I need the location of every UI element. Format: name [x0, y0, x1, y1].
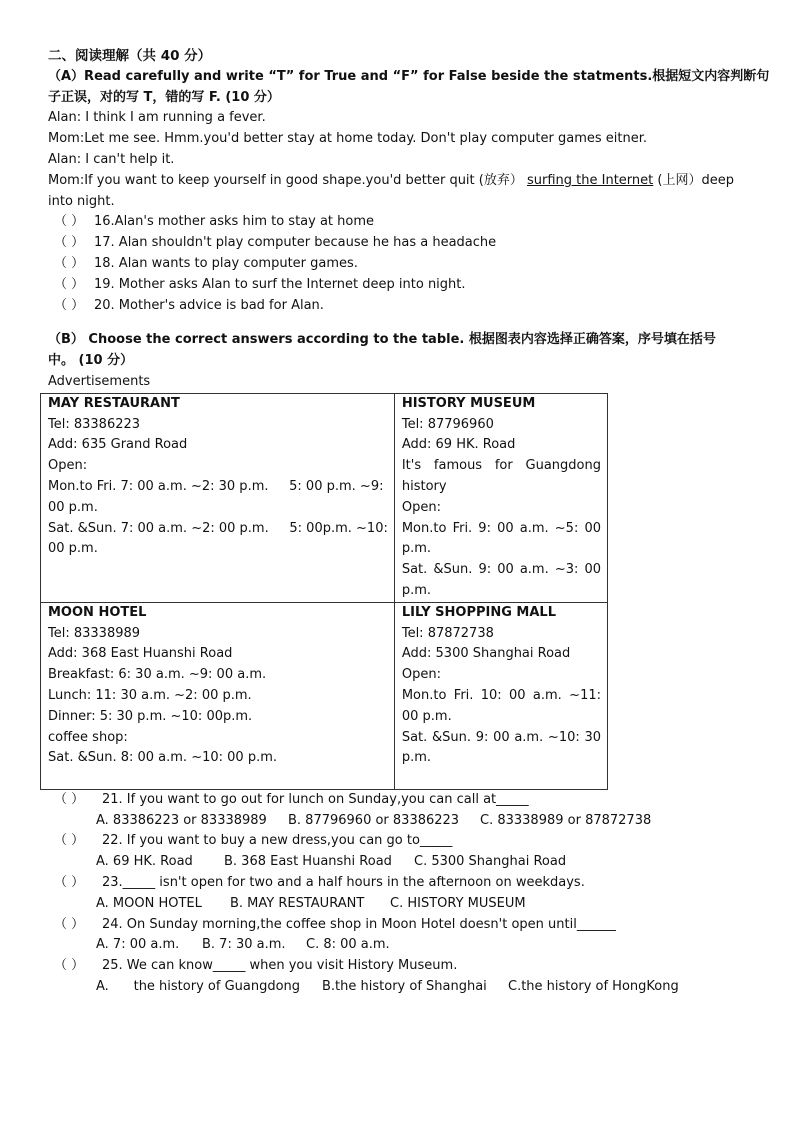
- ad-tel: Tel: 83338989: [48, 625, 141, 641]
- ad-open-label: Open:: [48, 458, 88, 474]
- answer-blank[interactable]: （ ）: [54, 791, 85, 807]
- ad-coffee-label: coffee shop:: [48, 729, 128, 745]
- ad-hours: Dinner: 5: 30 p.m. ~10: 00p.m.: [48, 708, 253, 724]
- ad-hours: Sat. &Sun. 9: 00 a.m. ~3: 00 p.m.: [401, 562, 601, 598]
- ad-address: Add: 5300 Shanghai Road: [401, 646, 571, 662]
- question-stem: 21. If you want to go out for lunch on Sunday,you can call at_____: [102, 791, 529, 807]
- question-text: 17. Alan shouldn't play computer because he has a headache: [94, 235, 497, 251]
- ad-tel: Tel: 83386223: [48, 416, 141, 432]
- ad-description: It's famous for Guangdong history: [401, 458, 601, 494]
- option-b: B. 368 East Huanshi Road: [224, 854, 392, 870]
- answer-blank[interactable]: （ ）: [54, 276, 85, 292]
- answer-blank[interactable]: （ ）: [54, 958, 85, 974]
- option-c: C. 5300 Shanghai Road: [414, 854, 567, 870]
- ad-hours: Sat. &Sun. 7: 00 a.m. ~2: 00 p.m. 5: 00p.m. ~10:: [48, 520, 388, 536]
- part-b-instruction-line2: 中。 (10 分）: [48, 353, 134, 369]
- answer-blank[interactable]: （ ）: [54, 833, 85, 849]
- question-stem: 23._____ isn't open for two and a half hours in the afternoon on weekdays.: [102, 874, 585, 890]
- worksheet-page: [48, 46, 770, 998]
- option-b: B. MAY RESTAURANT: [230, 895, 365, 911]
- ad-open-label: Open:: [401, 667, 441, 683]
- ad-hours: Mon.to Fri. 10: 00 a.m. ~11: 00 p.m.: [401, 687, 601, 724]
- part-b-instruction-line1: （B） Choose the correct answers according to the table. 根据图表内容选择正确答案，序号填在括号: [48, 332, 716, 348]
- dialogue-text: Mom:If you want to keep yourself in good shape.you'd better quit (放弃）: [48, 172, 523, 188]
- mc-question-23: [48, 873, 748, 915]
- question-stem: 22. If you want to buy a new dress,you can go to_____: [102, 833, 453, 849]
- option-a: A. 69 HK. Road: [96, 854, 193, 870]
- answer-blank[interactable]: （ ）: [54, 916, 85, 932]
- option-a: A. 83386223 or 83338989: [96, 812, 267, 828]
- mc-question-24: [48, 915, 748, 957]
- ad-title: MAY RESTAURANT: [48, 395, 180, 411]
- question-stem: 25. We can know_____ when you visit History Museum.: [102, 958, 458, 974]
- ad-hours: Sat. &Sun. 9: 00 a.m. ~10: 30 p.m.: [401, 729, 601, 766]
- option-a: A. the history of Guangdong: [96, 978, 301, 994]
- dialogue-line: Alan: I can't help it.: [48, 151, 175, 167]
- tf-question: [48, 233, 748, 254]
- ad-hours: Mon.to Fri. 9: 00 a.m. ~5: 00 p.m.: [401, 520, 601, 557]
- tf-question: [48, 254, 748, 275]
- option-c: C.the history of HongKong: [508, 978, 679, 994]
- option-c: C. 8: 00 a.m.: [306, 937, 390, 953]
- option-c: C. 83338989 or 87872738: [480, 812, 652, 828]
- ad-hours: Sat. &Sun. 8: 00 a.m. ~10: 00 p.m.: [48, 750, 277, 766]
- answer-blank[interactable]: （ ）: [54, 874, 85, 890]
- option-b: B. 87796960 or 83386223: [288, 812, 460, 828]
- option-a: A. MOON HOTEL: [96, 895, 202, 911]
- section-title: 二、阅读理解（共 40 分）: [48, 48, 212, 64]
- dialogue-line-mom: [48, 171, 748, 192]
- ad-tel: Tel: 87796960: [401, 416, 494, 432]
- dialogue-line: Alan: I think I am running a fever.: [48, 110, 266, 126]
- question-text: 16.Alan's mother asks him to stay at home: [94, 214, 375, 230]
- ad-tel: Tel: 87872738: [401, 625, 494, 641]
- ad-title: LILY SHOPPING MALL: [401, 604, 556, 620]
- answer-blank[interactable]: （ ）: [54, 214, 85, 230]
- dialogue-line: into night.: [48, 193, 115, 209]
- mc-question-21: [48, 790, 748, 832]
- part-a-instruction-line2: 子正误，对的写 T，错的写 F. (10 分）: [48, 89, 280, 105]
- ad-hours: 00 p.m.: [48, 499, 98, 515]
- mc-question-22: [48, 831, 748, 873]
- ad-address: Add: 69 HK. Road: [401, 437, 516, 453]
- part-a-instruction-line1: （A）Read carefully and write “T” for True and “F” for False beside the statments.根据短文内容判断句: [48, 68, 770, 84]
- answer-blank[interactable]: （ ）: [54, 297, 85, 313]
- question-stem: 24. On Sunday morning,the coffee shop in Moon Hotel doesn't open until______: [102, 916, 616, 932]
- ad-may-restaurant: [41, 393, 395, 602]
- ad-title: MOON HOTEL: [48, 604, 147, 620]
- option-c: C. HISTORY MUSEUM: [390, 895, 526, 911]
- ad-lily-shopping-mall: [394, 602, 607, 789]
- ad-address: Add: 635 Grand Road: [48, 437, 188, 453]
- ads-label: Advertisements: [48, 373, 151, 389]
- underlined-phrase: surfing the Internet: [527, 172, 654, 188]
- ad-moon-hotel: [41, 602, 395, 789]
- tf-question: [48, 275, 748, 296]
- ad-hours: 00 p.m.: [48, 541, 98, 557]
- dialogue-line: Mom:Let me see. Hmm.you'd better stay at home today. Don't play computer games eitner.: [48, 131, 648, 147]
- ad-history-museum: [394, 393, 607, 602]
- tf-question: [48, 296, 748, 317]
- tf-question: [48, 212, 748, 233]
- answer-blank[interactable]: （ ）: [54, 235, 85, 251]
- answer-blank[interactable]: （ ）: [54, 255, 85, 271]
- ad-address: Add: 368 East Huanshi Road: [48, 646, 233, 662]
- question-text: 18. Alan wants to play computer games.: [94, 255, 358, 271]
- option-b: B. 7: 30 a.m.: [202, 937, 286, 953]
- option-b: B.the history of Shanghai: [322, 978, 487, 994]
- ad-hours: Breakfast: 6: 30 a.m. ~9: 00 a.m.: [48, 667, 267, 683]
- question-text: 20. Mother's advice is bad for Alan.: [94, 297, 324, 313]
- ad-hours: Mon.to Fri. 7: 00 a.m. ~2: 30 p.m. 5: 00 p.m. ~9:: [48, 478, 384, 494]
- mc-question-25: [48, 956, 748, 998]
- question-text: 19. Mother asks Alan to surf the Internet deep into night.: [94, 276, 466, 292]
- option-a: A. 7: 00 a.m.: [96, 937, 180, 953]
- ad-hours: Lunch: 11: 30 a.m. ~2: 00 p.m.: [48, 687, 252, 703]
- dialogue-text: (上网）deep: [653, 172, 734, 188]
- advertisements-table: [40, 393, 608, 790]
- ad-title: HISTORY MUSEUM: [401, 395, 536, 411]
- ad-open-label: Open:: [401, 499, 441, 515]
